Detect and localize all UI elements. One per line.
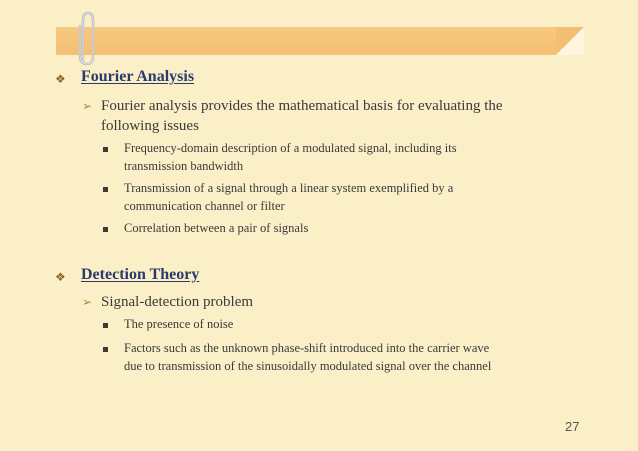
- subheading-line: following issues: [101, 118, 199, 134]
- square-bullet-icon: [103, 347, 108, 352]
- subheading-line: Signal-detection problem: [101, 294, 254, 310]
- point-line: Factors such as the unknown phase-shift introduced into the carrier wave: [124, 341, 490, 355]
- point-line: communication channel or filter: [124, 199, 285, 213]
- diamond-cluster-bullet-icon: ❖: [55, 270, 66, 284]
- point-line: Transmission of a signal through a linear system exemplified by a: [124, 181, 454, 195]
- section-title: Fourier Analysis: [81, 68, 195, 85]
- square-bullet-icon: [103, 147, 108, 152]
- square-bullet-icon: [103, 323, 108, 328]
- point-line: The presence of noise: [124, 317, 234, 331]
- section-title: Detection Theory: [81, 266, 200, 283]
- arrow-bullet-icon: ➢: [82, 99, 93, 113]
- banner-page-curl: [556, 27, 584, 55]
- title-banner: [56, 27, 584, 55]
- point-line: transmission bandwidth: [124, 159, 244, 173]
- point-line: Correlation between a pair of signals: [124, 221, 309, 235]
- arrow-bullet-icon: ➢: [82, 295, 93, 309]
- point-line: Frequency-domain description of a modulated signal, including its: [124, 141, 457, 155]
- square-bullet-icon: [103, 227, 108, 232]
- page-number: 27: [565, 419, 580, 434]
- point-line: due to transmission of the sinusoidally modulated signal over the channel: [124, 359, 492, 373]
- subheading-line: Fourier analysis provides the mathematical basis for evaluating the: [101, 98, 503, 114]
- square-bullet-icon: [103, 187, 108, 192]
- diamond-cluster-bullet-icon: ❖: [55, 72, 66, 86]
- paperclip-icon: [76, 10, 98, 68]
